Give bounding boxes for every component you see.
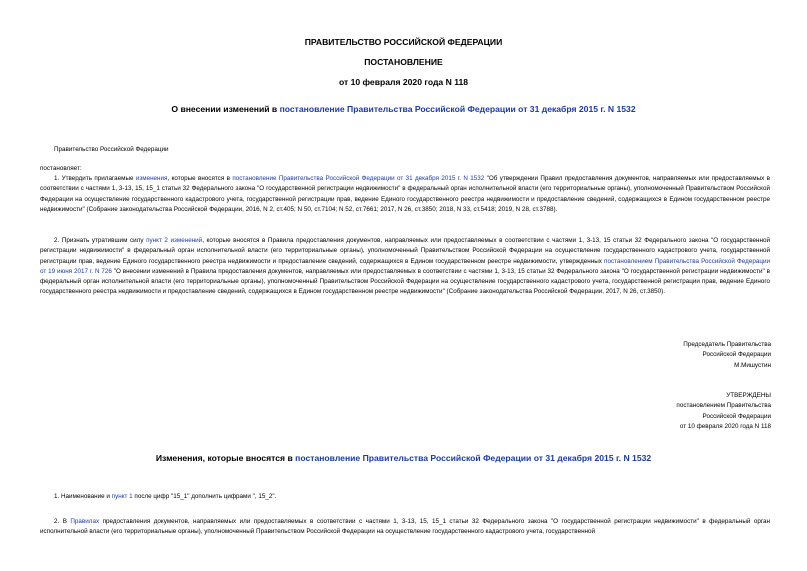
p1-changes-link[interactable]: изменения — [135, 175, 168, 182]
government-heading: ПРАВИТЕЛЬСТВО РОССИЙСКОЙ ФЕДЕРАЦИИ — [304, 37, 503, 47]
p2-item-link[interactable]: пункт 2 изменений — [146, 237, 203, 244]
p1-text-c: "Об утверждении Правил предоставления документов, направляемых или предоставляемых в соответствии с частями 1, 3-13, 15, 15_1 статьи 32 Федерального закона "О государственной регистрации недвижимости" в федеральный орган исполнительной власти (его территориальные органы), уполномоченный Правительством Российской Федерации на осуществление государственного кадастрового учета, государственной регистрации прав, ведение Единого государственного реестра недвижимости и предоставление сведений, содержащихся в Едином государственном реестре недвижимости" (Собрание законодательства Российской Федерации, 2016, N 2, ст.405; N 50, ст.7104; N 52, ст.7661; 2017, N 26, ст.3850; 2018, N 33, ст.5418; 2019, N 28, ст.3788). — [40, 175, 771, 213]
signature-block — [683, 340, 771, 371]
item2-text-b: предоставления документов, направляемых или предоставляемых в соответствии с частями 1, 3-13, 15, 15_1 статьи 32 Федерального закона "О государственной регистрации недвижимости" в федеральный орган исполнительной власти (его территориальные органы), уполномоченный Правительством Российской Федерации на осуществление государственного кадастрового учета, государственной — [40, 518, 770, 536]
p1-text-b: , которые вносятся в — [167, 175, 233, 182]
title-text: О внесении изменений в — [171, 104, 280, 114]
change-item-1 — [54, 492, 276, 502]
approved-date: от 10 февраля 2020 года N 118 — [679, 422, 771, 430]
approved-by: постановлением Правительства — [676, 402, 771, 410]
item2-rules-link[interactable]: Правилах — [70, 518, 100, 525]
p1-decree-link[interactable]: постановление Правительства Российской Федерации от 31 декабря 2015 г. N 1532 — [232, 175, 485, 182]
paragraph-2 — [40, 236, 770, 298]
p1-text-a: 1. Утвердить прилагаемые — [54, 175, 136, 182]
p2-decree-link[interactable]: постановлением Правительства Российской Федерации от 19 июня 2017 г. N 726 — [40, 257, 770, 275]
signature-position: Председатель Правительства — [683, 341, 771, 348]
changes-title-text: Изменения, которые вносятся в — [155, 453, 296, 463]
p2-text-c: "О внесении изменений в Правила предоставления документов, направляемых или предоставляемых в соответствии с частями 1, 3-13, 15 статьи 32 Федерального закона "О государственной регистрации недвижимости" в федеральный орган исполнительной власти (его территориальные органы), уполномоченный Правительством Российской Федерации на осуществление государственного кадастрового учета, государственной регистрации прав, ведение Единого государственного реестра недвижимости и предоставление сведений, содержащихся в Едином государственном реестре недвижимости" (Собрание законодательства Российской Федерации, 2017, N 26, ст.3850). — [40, 267, 770, 296]
changes-decree-link[interactable]: постановление Правительства Российской Федерации от 31 декабря 2015 г. N 1532 — [295, 453, 652, 463]
decrees-text: постановляет: — [40, 165, 82, 172]
item1-text-b: после цифр "15_1" дополнить цифрами ", 15_2". — [132, 493, 277, 500]
approved-country: Российской Федерации — [702, 412, 771, 420]
item1-point-link[interactable]: пункт 1 — [111, 493, 133, 500]
document-title — [0, 104, 807, 114]
document-date: от 10 февраля 2020 года N 118 — [338, 77, 469, 87]
signature-country: Российской Федерации — [702, 351, 771, 359]
approved-block — [676, 391, 771, 432]
item2-text-a: 2. В — [54, 518, 71, 525]
changes-title — [0, 453, 807, 463]
item1-text-a: 1. Наименование и — [54, 493, 112, 500]
title-decree-link[interactable]: постановление Правительства Российской Федерации от 31 декабря 2015 г. N 1532 — [279, 104, 636, 114]
change-item-2 — [40, 517, 770, 538]
paragraph-1 — [40, 174, 770, 215]
document-type: ПОСТАНОВЛЕНИЕ — [364, 57, 443, 67]
issuer-text: Правительство Российской Федерации — [54, 146, 169, 153]
p2-text-a: 2. Признать утратившим силу — [54, 237, 147, 244]
p2-text-b: , которые вносятся в Правила предоставления документов, направляемых или предоставляемых в соответствии с частями 1, 3-13, 15 статьи 32 Федерального закона "О государственной регистрации недвижимости" в федеральный орган исполнительной власти (его территориальные органы), уполномоченный Правительством Российской Федерации на осуществление государственного кадастрового учета, государственной регистрации прав, ведение Единого государственного реестра недвижимости и предоставление сведений, содержащихся в Едином государственном реестре недвижимости, утвержденных — [40, 237, 770, 265]
signature-name: М.Мишустин — [734, 361, 771, 369]
approved-title: УТВЕРЖДЕНЫ — [726, 392, 771, 399]
